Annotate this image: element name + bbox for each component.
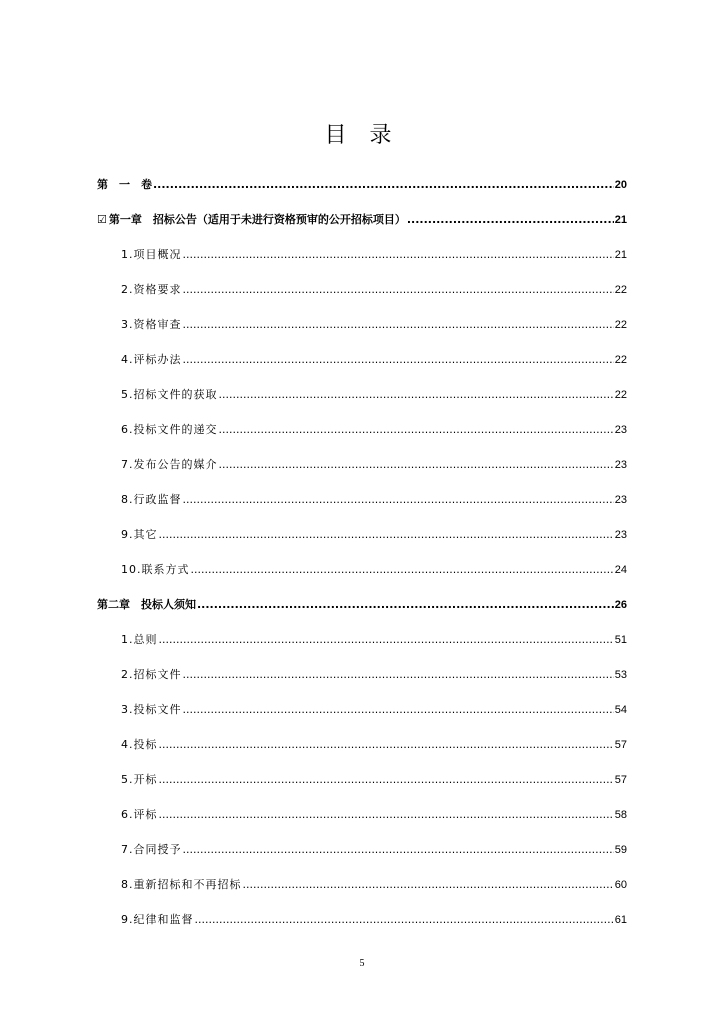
- toc-entry-label: 第 一 卷: [97, 178, 152, 191]
- toc-entry[interactable]: [0, 666, 724, 686]
- toc-entry-label: 2.招标文件: [121, 668, 182, 681]
- toc-leader-dots: [191, 563, 614, 576]
- toc-entry[interactable]: [0, 351, 724, 371]
- toc-entry[interactable]: [0, 421, 724, 441]
- toc-entry-line: [121, 351, 627, 367]
- toc-entry[interactable]: [0, 596, 724, 616]
- toc-entry-line: [121, 631, 627, 647]
- toc-entry[interactable]: [0, 561, 724, 581]
- toc-entry-page: 53: [614, 669, 627, 681]
- toc-leader-dots: [159, 773, 614, 786]
- toc-entry-line: [121, 386, 627, 402]
- toc-entry-line: [97, 596, 627, 612]
- toc-entry-line: [97, 211, 627, 227]
- toc-leader-dots: [183, 353, 614, 366]
- toc-entry-line: [121, 736, 627, 752]
- toc-entry-label: 10.联系方式: [121, 563, 190, 576]
- toc-entry-label: 7.合同授予: [121, 843, 182, 856]
- toc-entry-page: 54: [614, 704, 627, 716]
- toc-entry-page: 22: [614, 354, 627, 366]
- toc-entry-line: [121, 876, 627, 892]
- toc-entry[interactable]: [0, 456, 724, 476]
- toc-entry-line: [121, 456, 627, 472]
- toc-entry-line: [121, 771, 627, 787]
- toc-entry-line: [97, 176, 627, 192]
- toc-leader-dots: [159, 633, 614, 646]
- toc-entry-line: [121, 666, 627, 682]
- toc-entry-page: 23: [614, 459, 627, 471]
- toc-leader-dots: [183, 248, 614, 261]
- toc-leader-dots: [183, 703, 614, 716]
- toc-entry-label: 4.评标办法: [121, 353, 182, 366]
- toc-leader-dots: [197, 598, 614, 611]
- toc-leader-dots: [159, 808, 614, 821]
- toc-entry[interactable]: [0, 701, 724, 721]
- toc-leader-dots: [407, 213, 614, 226]
- toc-leader-dots: [219, 458, 614, 471]
- toc-entry-page: 22: [614, 284, 627, 296]
- toc-leader-dots: [183, 318, 614, 331]
- toc-entry-page: 22: [614, 389, 627, 401]
- toc-entry-label: 第一章 招标公告（适用于未进行资格预审的公开招标项目）: [108, 213, 406, 226]
- checkbox-icon: ☑: [97, 213, 107, 226]
- toc-entry[interactable]: [0, 176, 724, 196]
- toc-entry-line: [121, 281, 627, 297]
- toc-leader-dots: [153, 178, 614, 191]
- toc-entry[interactable]: [0, 911, 724, 931]
- toc-entry[interactable]: [0, 631, 724, 651]
- toc-entry-page: 23: [614, 494, 627, 506]
- toc-entry-label: 6.投标文件的递交: [121, 423, 218, 436]
- toc-entry[interactable]: [0, 806, 724, 826]
- toc-entry-page: 57: [614, 774, 627, 786]
- toc-entry-page: 23: [614, 529, 627, 541]
- toc-entry-label: 1.项目概况: [121, 248, 182, 261]
- toc-leader-dots: [219, 423, 614, 436]
- toc-entry-page: 60: [614, 879, 627, 891]
- toc-entry-label: 1.总则: [121, 633, 158, 646]
- toc-entry-label: 9.纪律和监督: [121, 913, 194, 926]
- toc-entry-line: [121, 841, 627, 857]
- toc-entry-line: [121, 701, 627, 717]
- toc-entry-label: 7.发布公告的媒介: [121, 458, 218, 471]
- toc-entry-line: [121, 561, 627, 577]
- toc-entry[interactable]: [0, 316, 724, 336]
- toc-entry-line: [121, 316, 627, 332]
- toc-entry-label: 6.评标: [121, 808, 158, 821]
- toc-entry[interactable]: [0, 211, 724, 231]
- toc-entry-page: 20: [614, 179, 627, 191]
- toc-leader-dots: [183, 283, 614, 296]
- toc-entry-page: 21: [614, 249, 627, 261]
- toc-entry-page: 21: [614, 214, 627, 226]
- toc-leader-dots: [183, 668, 614, 681]
- toc-entry-label: 5.招标文件的获取: [121, 388, 218, 401]
- toc-entry-page: 24: [614, 564, 627, 576]
- toc-entry-label: 9.其它: [121, 528, 158, 541]
- toc-entry-label: 5.开标: [121, 773, 158, 786]
- toc-entry-page: 59: [614, 844, 627, 856]
- toc-entry-page: 22: [614, 319, 627, 331]
- toc-entry-line: [121, 421, 627, 437]
- toc-entry-page: 57: [614, 739, 627, 751]
- toc-entry[interactable]: [0, 841, 724, 861]
- toc-entry-line: [121, 526, 627, 542]
- toc-entry[interactable]: [0, 736, 724, 756]
- page-title: 目 录: [324, 123, 400, 148]
- toc-leader-dots: [243, 878, 614, 891]
- page-number: 5: [359, 958, 365, 969]
- toc-entry-page: 51: [614, 634, 627, 646]
- toc-leader-dots: [159, 528, 614, 541]
- toc-entry-line: [121, 911, 627, 927]
- toc-leader-dots: [183, 843, 614, 856]
- toc-entry-label: 3.投标文件: [121, 703, 182, 716]
- toc-leader-dots: [195, 913, 614, 926]
- toc-entry[interactable]: [0, 386, 724, 406]
- toc-entry-page: 61: [614, 914, 627, 926]
- toc-entry-label: 3.资格审查: [121, 318, 182, 331]
- toc-leader-dots: [159, 738, 614, 751]
- toc-entry-line: [121, 491, 627, 507]
- toc-leader-dots: [183, 493, 614, 506]
- toc-entry-label: 4.投标: [121, 738, 158, 751]
- toc-entry[interactable]: [0, 281, 724, 301]
- toc-entry[interactable]: [0, 246, 724, 266]
- toc-entry-line: [121, 806, 627, 822]
- toc-entry-label: 8.行政监督: [121, 493, 182, 506]
- toc-entry-label: 2.资格要求: [121, 283, 182, 296]
- toc-entry-page: 23: [614, 424, 627, 436]
- toc-entry[interactable]: [0, 491, 724, 511]
- toc-entry-page: 26: [614, 599, 627, 611]
- toc-leader-dots: [219, 388, 614, 401]
- toc-entry-page: 58: [614, 809, 627, 821]
- toc-entry-label: 第二章 投标人须知: [97, 598, 196, 611]
- toc-entry-line: [121, 246, 627, 262]
- toc-entry-label: 8.重新招标和不再招标: [121, 878, 242, 891]
- toc-entry[interactable]: [0, 771, 724, 791]
- toc-entry[interactable]: [0, 876, 724, 896]
- toc-entry[interactable]: [0, 526, 724, 546]
